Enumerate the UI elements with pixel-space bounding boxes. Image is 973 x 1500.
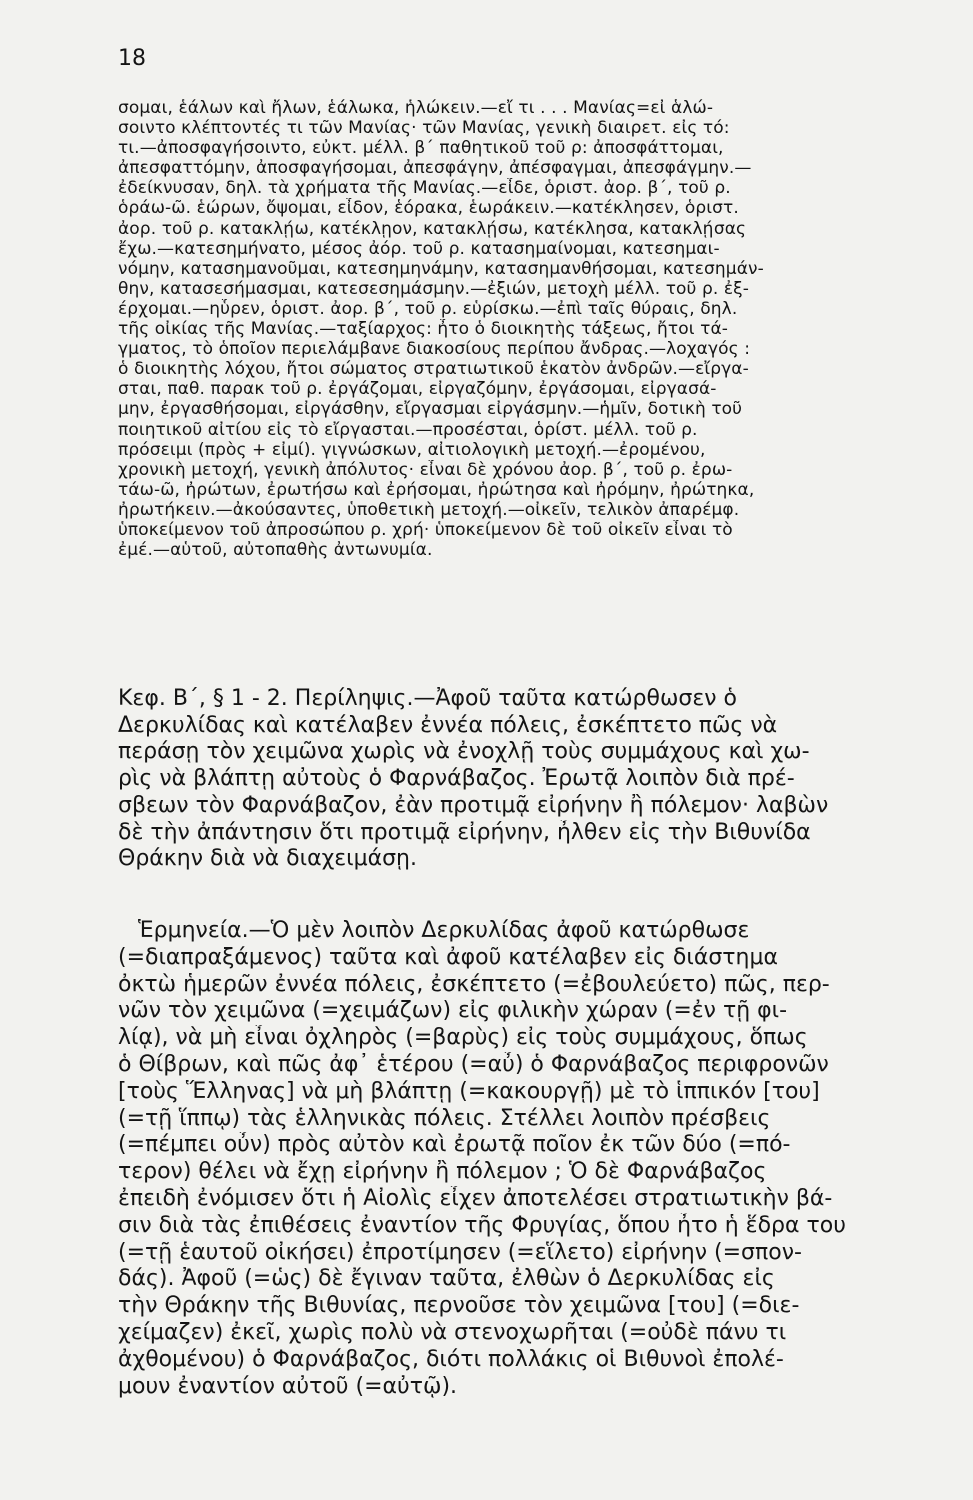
- note-line: πρόσειμι (πρὸς + εἰμί). γιγνώσκων, αἰτιολογικὴ μετοχή.—ἐρομένου,: [118, 439, 706, 460]
- interpretation-section: [118, 918, 960, 1400]
- interpretation-line: ὀκτὼ ἡμερῶν ἐννέα πόλεις, ἐσκέπτετο (=ἐβουλεύετο) πῶς, περ-: [118, 971, 830, 997]
- note-line: μην, ἐργασθήσομαι, εἰργάσθην, εἴργασμαι εἰργάσμην.—ἡμῖν, δοτικὴ τοῦ: [118, 399, 743, 420]
- interpretation-line: νῶν τὸν χειμῶνα (=χειμάζων) εἰς φιλικὴν χώραν (=ἐν τῇ φι-: [118, 998, 788, 1024]
- interpretation-line: (=διαπραξάμενος) ταῦτα καὶ ἀφοῦ κατέλαβεν εἰς διάστημα: [118, 944, 778, 970]
- note-line: σομαι, ἑάλων καὶ ἤλων, ἑάλωκα, ἡλώκειν.—εἴ τι . . . Μανίας=εἰ ἁλώ-: [118, 98, 714, 118]
- interpretation-line: τὴν Θράκην τῆς Βιθυνίας, περνοῦσε τὸν χειμῶνα [του] (=διε-: [118, 1293, 800, 1319]
- interpretation-line: λίᾳ), νὰ μὴ εἶναι ὀχληρὸς (=βαρὺς) εἰς τοὺς συμμάχους, ὅπως: [118, 1025, 808, 1051]
- note-line: νόμην, κατασημανοῦμαι, κατεσημηνάμην, κατασημανθήσομαι, κατεσημάν-: [118, 258, 764, 279]
- interpretation-line: δάς). Ἀφοῦ (=ὡς) δὲ ἔγιναν ταῦτα, ἐλθὼν ὁ Δερκυλίδας εἰς: [118, 1266, 775, 1292]
- note-line: σοιντο κλέπτοντές τι τῶν Μανίας· τῶν Μανίας, γενικὴ διαιρετ. εἰς τό:: [118, 118, 730, 139]
- summary-line: Θράκην διὰ νὰ διαχειμάσῃ.: [118, 846, 417, 872]
- interpretation-line: (=τῇ ἑαυτοῦ οἰκήσει) ἐπροτίμησεν (=εἵλετο) εἰρήνην (=σπον-: [118, 1239, 802, 1265]
- note-line: ποιητικοῦ αἰτίου εἰς τὸ εἴργασται.—προσέσται, ὁρίστ. μέλλ. τοῦ ρ.: [118, 419, 698, 440]
- note-line: ἐμέ.—αὑτοῦ, αὐτοπαθὴς ἀντωνυμία.: [118, 540, 433, 561]
- interpretation-line: Ἑρμηνεία.—Ὁ μὲν λοιπὸν Δερκυλίδας ἀφοῦ κατώρθωσε: [138, 918, 750, 943]
- interpretation-line: ἐπειδὴ ἐνόμισεν ὅτι ἡ Αἰολὶς εἶχεν ἀποτελέσει στρατιωτικὴν βά-: [118, 1185, 833, 1211]
- page-number: 18: [118, 46, 146, 71]
- summary-line: Κεφ. Β΄, § 1 - 2. Περίληψις.—Ἀφοῦ ταῦτα κατώρθωσεν ὁ: [118, 686, 737, 711]
- summary-line: Δερκυλίδας καὶ κατέλαβεν ἐννέα πόλεις, ἐσκέπτετο πῶς νὰ: [118, 712, 778, 738]
- interpretation-line: χείμαζεν) ἐκεῖ, χωρὶς πολὺ νὰ στενοχωρῆται (=οὐδὲ πάνυ τι: [118, 1319, 787, 1345]
- interpretation-line: τερον) θέλει νὰ ἔχῃ εἰρήνην ἢ πόλεμον ; Ὁ δὲ Φαρνάβαζος: [118, 1159, 767, 1185]
- interpretation-line: σιν διὰ τὰς ἐπιθέσεις ἐναντίον τῆς Φρυγίας, ὅπου ἦτο ἡ ἕδρα του: [118, 1212, 846, 1238]
- note-line: γματος, τὸ ὁποῖον περιελάμβανε διακοσίους περίπου ἄνδρας.—λοχαγός :: [118, 339, 751, 360]
- summary-line: σβεων τὸν Φαρνάβαζον, ἐὰν προτιμᾷ εἰρήνην ἢ πόλεμον· λαβὼν: [118, 792, 829, 818]
- interpretation-line: [τοὺς Ἕλληνας] νὰ μὴ βλάπτῃ (=κακουργῇ) μὲ τὸ ἱππικόν [του]: [118, 1078, 820, 1104]
- note-line: ἠρωτήκειν.—ἀκούσαντες, ὑποθετικὴ μετοχή.—οἰκεῖν, τελικὸν ἀπαρέμφ.: [118, 499, 740, 520]
- interpretation-line: ἀχθομένου) ὁ Φαρνάβαζος, διότι πολλάκις οἱ Βιθυνοὶ ἐπολέ-: [118, 1346, 784, 1372]
- note-line: σται, παθ. παρακ τοῦ ρ. ἐργάζομαι, εἰργαζόμην, ἐργάσομαι, εἰργασά-: [118, 379, 717, 400]
- note-line: ὁ διοικητὴς λόχου, ἤτοι σώματος στρατιωτικοῦ ἑκατὸν ἀνδρῶν.—εἴργα-: [118, 359, 749, 380]
- interpretation-line: ὁ Θίβρων, καὶ πῶς ἀφ᾽ ἑτέρου (=αὖ) ὁ Φαρνάβαζος περιφρονῶν: [118, 1051, 829, 1077]
- note-line: τάω-ῶ, ἠρώτων, ἐρωτήσω καὶ ἐρήσομαι, ἠρώτησα καὶ ἠρόμην, ἠρώτηκα,: [118, 479, 755, 500]
- summary-line: περάσῃ τὸν χειμῶνα χωρὶς νὰ ἐνοχλῇ τοὺς συμμάχους καὶ χω-: [118, 739, 810, 765]
- note-line: ἀορ. τοῦ ρ. κατακλῄω, κατέκλῃον, κατακλῄσω, κατέκλησα, κατακλῄσας: [118, 218, 747, 239]
- interpretation-line: μουν ἐναντίον αὐτοῦ (=αὐτῷ).: [118, 1373, 458, 1399]
- note-line: έρχομαι.—ηὗρεν, ὁριστ. ἀορ. β΄, τοῦ ρ. εὑρίσκω.—ἐπὶ ταῖς θύραις, δηλ.: [118, 298, 738, 319]
- note-line: τι.—ἀποσφαγήσοιντο, εὐκτ. μέλλ. β΄ παθητικοῦ τοῦ ρ: ἀποσφάττομαι,: [118, 138, 724, 159]
- summary-line: ρὶς νὰ βλάπτῃ αὐτοὺς ὁ Φαρνάβαζος. Ἐρωτᾷ λοιπὸν διὰ πρέ-: [118, 766, 795, 792]
- note-line: τῆς οἰκίας τῆς Μανίας.—ταξίαρχος: ἦτο ὁ διοικητὴς τάξεως, ἤτοι τά-: [118, 319, 728, 340]
- note-line: θην, κατασεσήμασμαι, κατεσεσημάσμην.—ἐξιών, μετοχὴ μέλλ. τοῦ ρ. ἐξ-: [118, 278, 749, 299]
- interpretation-line: (=πέμπει οὖν) πρὸς αὐτὸν καὶ ἐρωτᾷ ποῖον ἐκ τῶν δύο (=πό-: [118, 1132, 791, 1158]
- interpretation-line: (=τῇ ἵππῳ) τὰς ἑλληνικὰς πόλεις. Στέλλει λοιπὸν πρέσβεις: [118, 1105, 771, 1131]
- note-line: ἐδείκνυσαν, δηλ. τὰ χρήματα τῆς Μανίας.—εἶδε, ὁριστ. ἀορ. β΄, τοῦ ρ.: [118, 178, 731, 199]
- note-line: χρονικὴ μετοχή, γενικὴ ἀπόλυτος· εἶναι δὲ χρόνου ἀορ. β΄, τοῦ ρ. ἐρω-: [118, 459, 733, 480]
- note-line: ὑποκείμενον τοῦ ἀπροσώπου ρ. χρή· ὑποκείμενον δὲ τοῦ οἰκεῖν εἶναι τὸ: [118, 519, 733, 540]
- note-line: ἀπεσφαττόμην, ἀποσφαγήσομαι, ἀπεσφάγην, ἀπέσφαγμαι, ἀπεσφάγμην.—: [118, 158, 752, 179]
- commentary-notes: [118, 98, 960, 560]
- note-line: ὁράω-ῶ. ἑώρων, ὄψομαι, εἶδον, ἑόρακα, ἑωράκειν.—κατέκλησεν, ὁριστ.: [118, 198, 739, 219]
- summary-line: δὲ τὴν ἀπάντησιν ὅτι προτιμᾷ εἰρήνην, ἦλθεν εἰς τὴν Βιθυνίδα: [118, 819, 811, 845]
- chapter-summary: [118, 686, 960, 873]
- note-line: ἔχω.—κατεσημήνατο, μέσος ἀόρ. τοῦ ρ. κατασημαίνομαι, κατεσημαι-: [118, 238, 720, 259]
